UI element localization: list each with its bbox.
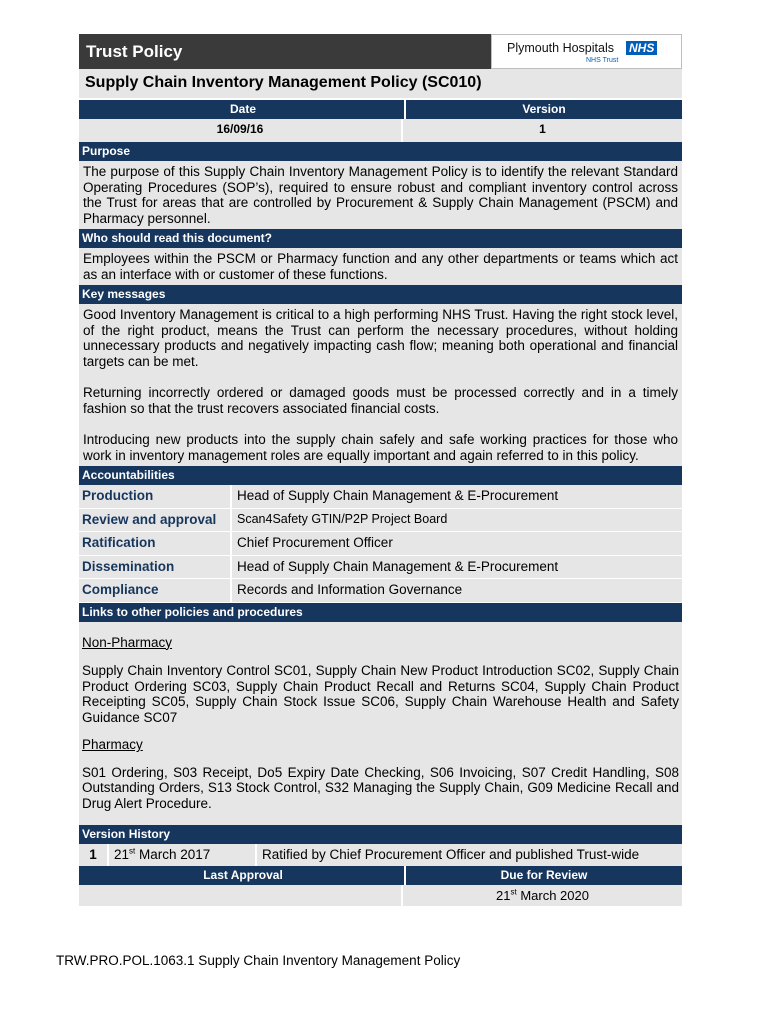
accountability-label: Compliance — [82, 582, 159, 597]
accountability-row — [79, 509, 682, 533]
pharmacy-text: S01 Ordering, S03 Receipt, Do5 Expiry Date Checking, S06 Invoicing, S07 Credit Handling, S08 Outstanding Orders, S13 Stock Control, S32 Managing the Supply Chain, G09 Medicine Recall and Drug Alert Procedure. — [82, 764, 679, 811]
accountability-row — [79, 485, 682, 509]
accountability-row — [79, 532, 682, 556]
accountability-label: Dissemination — [82, 558, 175, 574]
accountability-row — [79, 556, 682, 580]
purpose-heading: Purpose — [79, 142, 682, 161]
links-heading: Links to other policies and procedures — [79, 603, 682, 622]
last-approval-label: Last Approval — [203, 868, 283, 882]
document-footer: TRW.PRO.POL.1063.1 Supply Chain Inventory Management Policy — [56, 953, 461, 968]
accountability-label: Ratification — [82, 535, 156, 550]
date-label: Date — [229, 102, 256, 116]
logo-name: Plymouth Hospitals — [507, 41, 614, 55]
version-number: 1 — [89, 847, 97, 862]
due-review-value: 21st March 2020 — [401, 885, 682, 906]
accountability-value: Head of Supply Chain Management & E-Procurement — [230, 556, 682, 579]
approval-header-row — [79, 866, 682, 885]
version-history-heading: Version History — [79, 825, 682, 844]
version-label: Version — [404, 100, 682, 119]
version-value: 1 — [401, 119, 682, 142]
nhs-logo-badge: NHS — [626, 41, 657, 55]
key-message-paragraph: Good Inventory Management is critical to a high performing NHS Trust. Having the right stock level, of the right product, means the Trust can perform the necessary procedures, without holding unnecessary products and negatively impacting cash flow; meaning both operational and financial targets can be met. — [83, 307, 678, 369]
key-messages-heading: Key messages — [79, 285, 682, 304]
version-description: Ratified by Chief Procurement Officer and published Trust-wide — [255, 844, 682, 866]
accountability-value: Chief Procurement Officer — [230, 532, 682, 555]
logo-trust-label: NHS Trust — [586, 57, 619, 64]
policy-title: Supply Chain Inventory Management Policy (SC010) — [79, 69, 682, 100]
key-messages-text — [79, 304, 682, 466]
accountability-row — [79, 579, 682, 603]
last-approval-value — [79, 885, 401, 906]
version-history-row — [79, 844, 682, 866]
accountability-label: Production — [82, 488, 154, 503]
due-review-label: Due for Review — [404, 866, 682, 885]
header-title: Trust Policy — [79, 34, 491, 69]
policy-header — [79, 34, 682, 69]
key-message-paragraph: Introducing new products into the supply chain safely and safe working practices for those who work in inventory management roles are equally important and again referred to in this policy. — [83, 432, 678, 463]
key-message-paragraph: Returning incorrectly ordered or damaged goods must be processed correctly and in a timely fashion so that the trust recovers associated financial costs. — [83, 385, 678, 416]
accountability-label: Review and approval — [82, 511, 217, 527]
accountability-value: Head of Supply Chain Management & E-Procurement — [230, 485, 682, 508]
links-section — [79, 622, 682, 826]
meta-values-row — [79, 119, 682, 142]
policy-sheet — [79, 34, 682, 906]
non-pharmacy-label: Non-Pharmacy — [82, 634, 173, 650]
readers-text: Employees within the PSCM or Pharmacy function and any other departments or teams which act as an interface with or customer of these functions. — [79, 248, 682, 285]
date-value: 16/09/16 — [216, 122, 264, 136]
version-date: 21st March 2017 — [107, 844, 255, 866]
meta-header-row — [79, 100, 682, 119]
readers-heading: Who should read this document? — [79, 229, 682, 248]
non-pharmacy-text: Supply Chain Inventory Control SC01, Supply Chain New Product Introduction SC02, Supply Chain Product Ordering SC03, Supply Chain Product Recall and Returns SC04, Supply Chain Product Receipting SC05, Supply Chain Stock Issue SC06, Supply Chain Warehouse Health and Safety Guidance SC07 — [82, 663, 679, 725]
accountability-value: Records and Information Governance — [230, 579, 682, 602]
approval-values-row — [79, 885, 682, 906]
accountabilities-heading: Accountabilities — [79, 466, 682, 485]
trust-logo — [491, 34, 682, 69]
pharmacy-label: Pharmacy — [82, 737, 143, 752]
purpose-text: The purpose of this Supply Chain Inventory Management Policy is to identify the relevant Standard Operating Procedures (SOP’s), required to ensure robust and compliant inventory control across the Trust for areas that are controlled by Procurement & Supply Chain Management (PSCM) and Pharmacy personnel. — [79, 161, 682, 229]
accountability-value: Scan4Safety GTIN/P2P Project Board — [230, 509, 682, 532]
